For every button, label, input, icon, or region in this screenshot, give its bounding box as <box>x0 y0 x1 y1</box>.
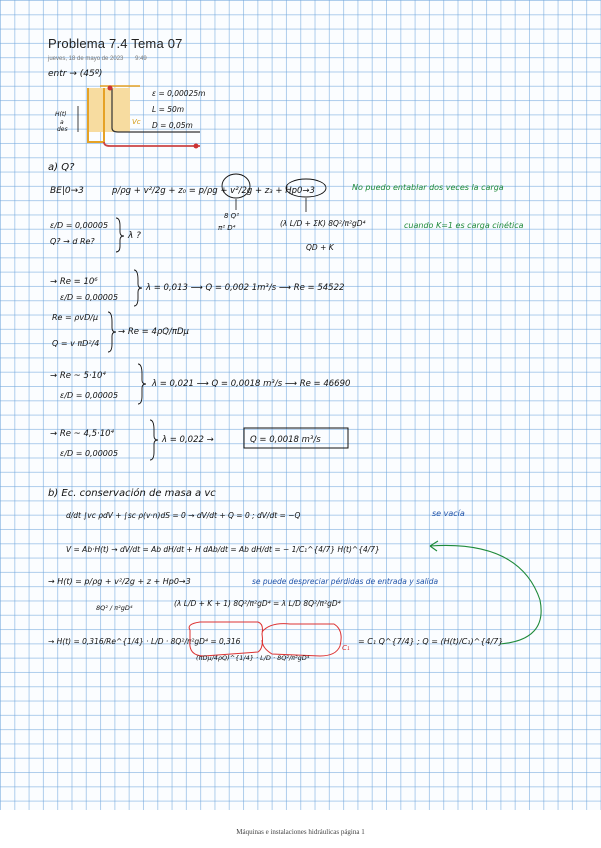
diagram-epsilon: ε = 0,00025m <box>152 89 206 98</box>
bernoulli-equation: p/ρg + v²/2g + z₀ = p/ρg + v²/2g + z₃ + Hp0→3 <box>112 186 315 196</box>
diagram-des-label: des <box>57 126 68 133</box>
part-b-label: b) Ec. conservación de masa a vc <box>48 488 216 499</box>
final-equation-lhs: → H(t) = 0,316/Re^{1/4} · L/D · 8Q²/π²gD⁴ = 0,316 <box>48 637 241 646</box>
q-definition: Q = v πD²/4 <box>52 339 100 348</box>
iteration-3-re: → Re ~ 4,5·10⁴ <box>50 429 114 439</box>
page-footer: Máquinas e instalaciones hidráulicas página 1 <box>236 828 365 836</box>
bernoulli-lhs: BE|0→3 <box>50 186 84 196</box>
outlet-marker <box>194 144 199 149</box>
note-green-2: cuando K=1 es carga cinética <box>404 221 524 230</box>
diagram-length: L = 50m <box>152 105 185 114</box>
diagram-h-label: H(t) <box>55 111 67 118</box>
head-equation: → H(t) = p/ρg + v²/2g + z + Hp0→3 <box>48 577 191 586</box>
qd-plus-k: QD + K <box>306 243 334 252</box>
diagram-a-label: a <box>60 119 64 126</box>
pi-d4: π² D⁴ <box>218 224 236 232</box>
c1-label: C₁ <box>342 644 350 652</box>
re-from-q: → Re = 4ρQ/πDμ <box>118 327 189 337</box>
volume-equation: V = Ab·H(t) → dV/dt = Ab dH/dt + H dAb/dt = Ab dH/dt = − 1/C₁^{4/7} H(t)^{4/7} <box>66 545 380 554</box>
eps-over-d: ε/D = 0,00005 <box>50 221 109 230</box>
lambda-question: λ ? <box>128 231 141 241</box>
diagram-diameter: D = 0,05m <box>152 121 193 130</box>
iteration-1-re: → Re = 10⁶ <box>50 277 98 287</box>
iteration-3-eps: ε/D = 0,00005 <box>60 449 119 458</box>
q-re-question: Q? → d Re? <box>50 237 95 246</box>
page-date: jueves, 18 de mayo de 2023 <box>48 56 124 62</box>
loss-expression: (λ L/D + ΣK) 8Q²/π²gD⁴ <box>280 219 366 228</box>
part-a-label: a) Q? <box>48 162 75 173</box>
inlet-marker <box>108 86 113 91</box>
note-green-1: No puedo entablar dos veces la carga <box>352 183 504 192</box>
note-blue-2: se puede despreciar pérdidas de entrada y salida <box>252 577 439 586</box>
note-blue-1: se vacía <box>432 509 465 518</box>
head-loss: (λ L/D + K + 1) 8Q²/π²gD⁴ = λ L/D 8Q²/π²gD⁴ <box>174 599 341 608</box>
page-time: 9:49 <box>135 56 147 62</box>
mass-conservation-equation: d/dt ∫vc ρdV + ∫sc ρ(v·n)dS = 0 → dV/dt + Q = 0 ; dV/dt = −Q <box>66 511 301 520</box>
eight-q-squared: 8 Q² <box>224 212 239 220</box>
iteration-1-result: λ = 0,013 ⟶ Q = 0,002 1m³/s ⟶ Re = 54522 <box>146 283 345 293</box>
page-title: Problema 7.4 Tema 07 <box>48 36 183 51</box>
final-equation-rhs: = C₁ Q^{7/4} ; Q = (H(t)/C₁)^{4/7} <box>358 637 504 646</box>
iteration-2-re: → Re ~ 5·10⁴ <box>50 371 106 381</box>
iteration-3-lambda: λ = 0,022 → <box>162 435 214 445</box>
final-equation-middle: (πDμ/4ρQ)^{1/4} · L/D · 8Q²/π²gD⁴ <box>196 654 310 662</box>
iteration-1-eps: ε/D = 0,00005 <box>60 293 119 302</box>
final-flow-boxed: Q = 0,0018 m³/s <box>250 435 321 445</box>
head-fraction: 8Q² / π²gD⁴ <box>96 604 133 612</box>
iteration-2-eps: ε/D = 0,00005 <box>60 391 119 400</box>
diagram-vc-label: Vc <box>132 118 141 126</box>
header-line: entr → (45º) <box>48 69 103 79</box>
iteration-2-result: λ = 0,021 ⟶ Q = 0,0018 m³/s ⟶ Re = 46690 <box>152 379 351 389</box>
re-definition: Re = ρvD/μ <box>52 313 99 322</box>
